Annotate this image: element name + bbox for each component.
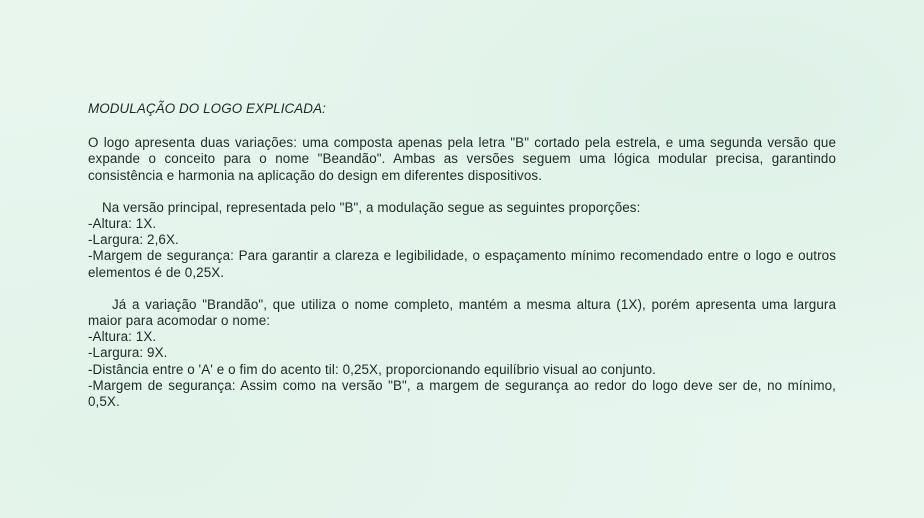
section-brandao-item-distance: -Distância entre o 'A' e o fim do acento til: 0,25X, proporcionando equilíbrio visual ao conjunto.	[88, 361, 656, 377]
document-title: MODULAÇÃO DO LOGO EXPLICADA:	[88, 101, 326, 116]
section-brandao-item-width: -Largura: 9X.	[88, 345, 168, 361]
section-b-lead: Na versão principal, representada pelo "B", a modulação segue as seguintes proporções:	[102, 199, 641, 215]
section-brandao-item-height: -Altura: 1X.	[88, 329, 157, 345]
section-b	[88, 200, 836, 281]
section-brandao	[88, 297, 836, 410]
section-b-item-height: -Altura: 1X.	[88, 216, 157, 232]
section-b-item-safety-margin: -Margem de segurança: Para garantir a clareza e legibilidade, o espaçamento mínimo recomendado entre o logo e outros elementos é de 0,25X.	[88, 248, 836, 280]
section-b-item-width: -Largura: 2,6X.	[88, 232, 179, 248]
document-body	[88, 101, 836, 426]
section-brandao-lead: Já a variação "Brandão", que utiliza o nome completo, mantém a mesma altura (1X), porém apresenta uma largura maior para acomodar o nome:	[88, 296, 836, 329]
section-brandao-item-safety-margin: -Margem de segurança: Assim como na versão "B", a margem de segurança ao redor do logo deve ser de, no mínimo, 0,5X.	[88, 377, 836, 410]
intro-paragraph: O logo apresenta duas variações: uma composta apenas pela letra "B" cortado pela estrela, e uma segunda versão que expande o conceito para o nome "Beandão". Ambas as versões seguem uma lógica modular precisa, garantindo consistência e harmonia na aplicação do design em diferentes dispositivos.	[88, 135, 836, 183]
